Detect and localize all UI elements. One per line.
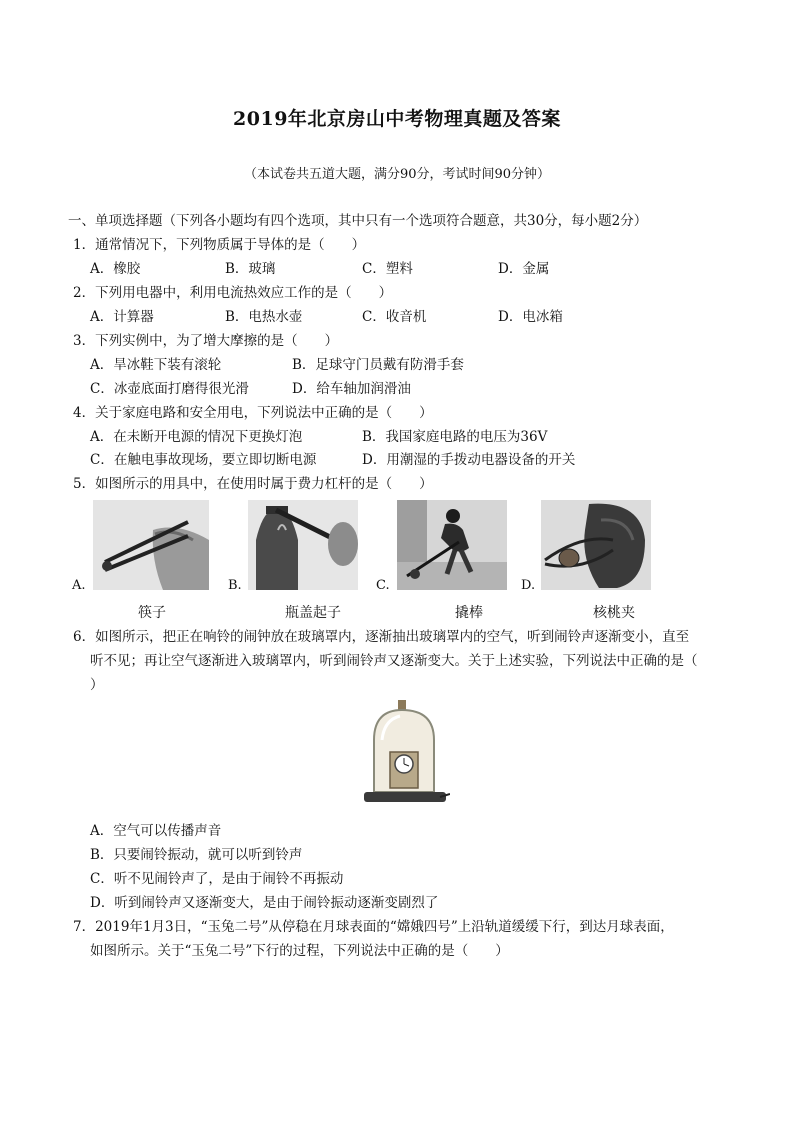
q5-caption-b: 瓶盖起子	[285, 605, 341, 621]
question-4-stem: 4．关于家庭电路和安全用电，下列说法中正确的是（ ）	[73, 405, 433, 421]
q2-option-b: B．电热水壶	[225, 309, 303, 325]
q5-caption-c: 撬棒	[455, 605, 483, 621]
q6-option-b: B．只要闹铃振动，就可以听到铃声	[90, 847, 303, 863]
question-7-stem-line-2: 如图所示。关于“玉兔二号”下行的过程，下列说法中正确的是（ ）	[90, 943, 509, 959]
q6-option-c: C．听不见闹铃声了，是由于闹铃不再振动	[90, 871, 344, 887]
question-1-stem: 1．通常情况下，下列物质属于导体的是（ ）	[73, 237, 366, 253]
nutcracker-photo	[541, 500, 651, 590]
question-2-stem: 2．下列用电器中，利用电流热效应工作的是（ ）	[73, 285, 393, 301]
q2-option-c: C．收音机	[362, 309, 427, 325]
q4-option-b: B．我国家庭电路的电压为36V	[362, 429, 548, 445]
q2-option-d: D．电冰箱	[498, 309, 563, 325]
q6-option-a: A．空气可以传播声音	[90, 823, 222, 839]
q5-figure-letter-a: A.	[72, 578, 86, 593]
page-subtitle: （本试卷共五道大题，满分90分，考试时间90分钟）	[243, 167, 551, 182]
q5-figure-letter-c: C.	[376, 578, 390, 593]
q4-option-a: A．在未断开电源的情况下更换灯泡	[90, 429, 303, 445]
question-6-stem-line-1: 6．如图所示，把正在响铃的闹钟放在玻璃罩内，逐渐抽出玻璃罩内的空气，听到闹铃声逐渐变小，直至	[73, 629, 690, 645]
q2-option-a: A．计算器	[90, 309, 154, 325]
q3-option-d: D．给车轴加润滑油	[292, 381, 411, 397]
q5-caption-a: 筷子	[138, 605, 166, 621]
page-title: 2019年北京房山中考物理真题及答案	[233, 108, 561, 130]
question-3-stem: 3．下列实例中，为了增大摩擦的是（ ）	[73, 333, 339, 349]
q5-figure-letter-b: B.	[228, 578, 242, 593]
q3-option-b: B．足球守门员戴有防滑手套	[292, 357, 464, 373]
q1-option-a: A．橡胶	[90, 261, 141, 277]
bell-jar-alarm-clock-figure	[360, 700, 450, 808]
question-5-stem: 5．如图所示的用具中，在使用时属于费力杠杆的是（ ）	[73, 476, 433, 492]
q4-option-c: C．在触电事故现场，要立即切断电源	[90, 452, 317, 468]
q3-option-c: C．冰壶底面打磨得很光滑	[90, 381, 249, 397]
q4-option-d: D．用潮湿的手拨动电器设备的开关	[362, 452, 576, 468]
q1-option-b: B．玻璃	[225, 261, 276, 277]
section-heading: 一、单项选择题（下列各小题均有四个选项，其中只有一个选项符合题意，共30分，每小题2分）	[68, 213, 648, 229]
question-7-stem-line-1: 7．2019年1月3日，“玉兔二号”从停稳在月球表面的“嫦娥四号”上沿轨道缓缓下行，到达月球表面，	[73, 919, 674, 935]
q5-figure-letter-d: D.	[521, 578, 536, 593]
bottle-opener-photo	[248, 500, 358, 590]
q1-option-c: C．塑料	[362, 261, 413, 277]
crowbar-photo	[397, 500, 507, 590]
q5-caption-d: 核桃夹	[593, 605, 635, 621]
chopsticks-photo	[93, 500, 209, 590]
q1-option-d: D．金属	[498, 261, 550, 277]
question-6-stem-line-2: 听不见；再让空气逐渐进入玻璃罩内，听到闹铃声又逐渐变大。关于上述实验，下列说法中正确的是（	[90, 653, 698, 669]
question-6-stem-line-3: ）	[90, 677, 104, 693]
q3-option-a: A．旱冰鞋下装有滚轮	[90, 357, 222, 373]
q6-option-d: D．听到闹铃声又逐渐变大，是由于闹铃振动逐渐变剧烈了	[90, 895, 439, 911]
